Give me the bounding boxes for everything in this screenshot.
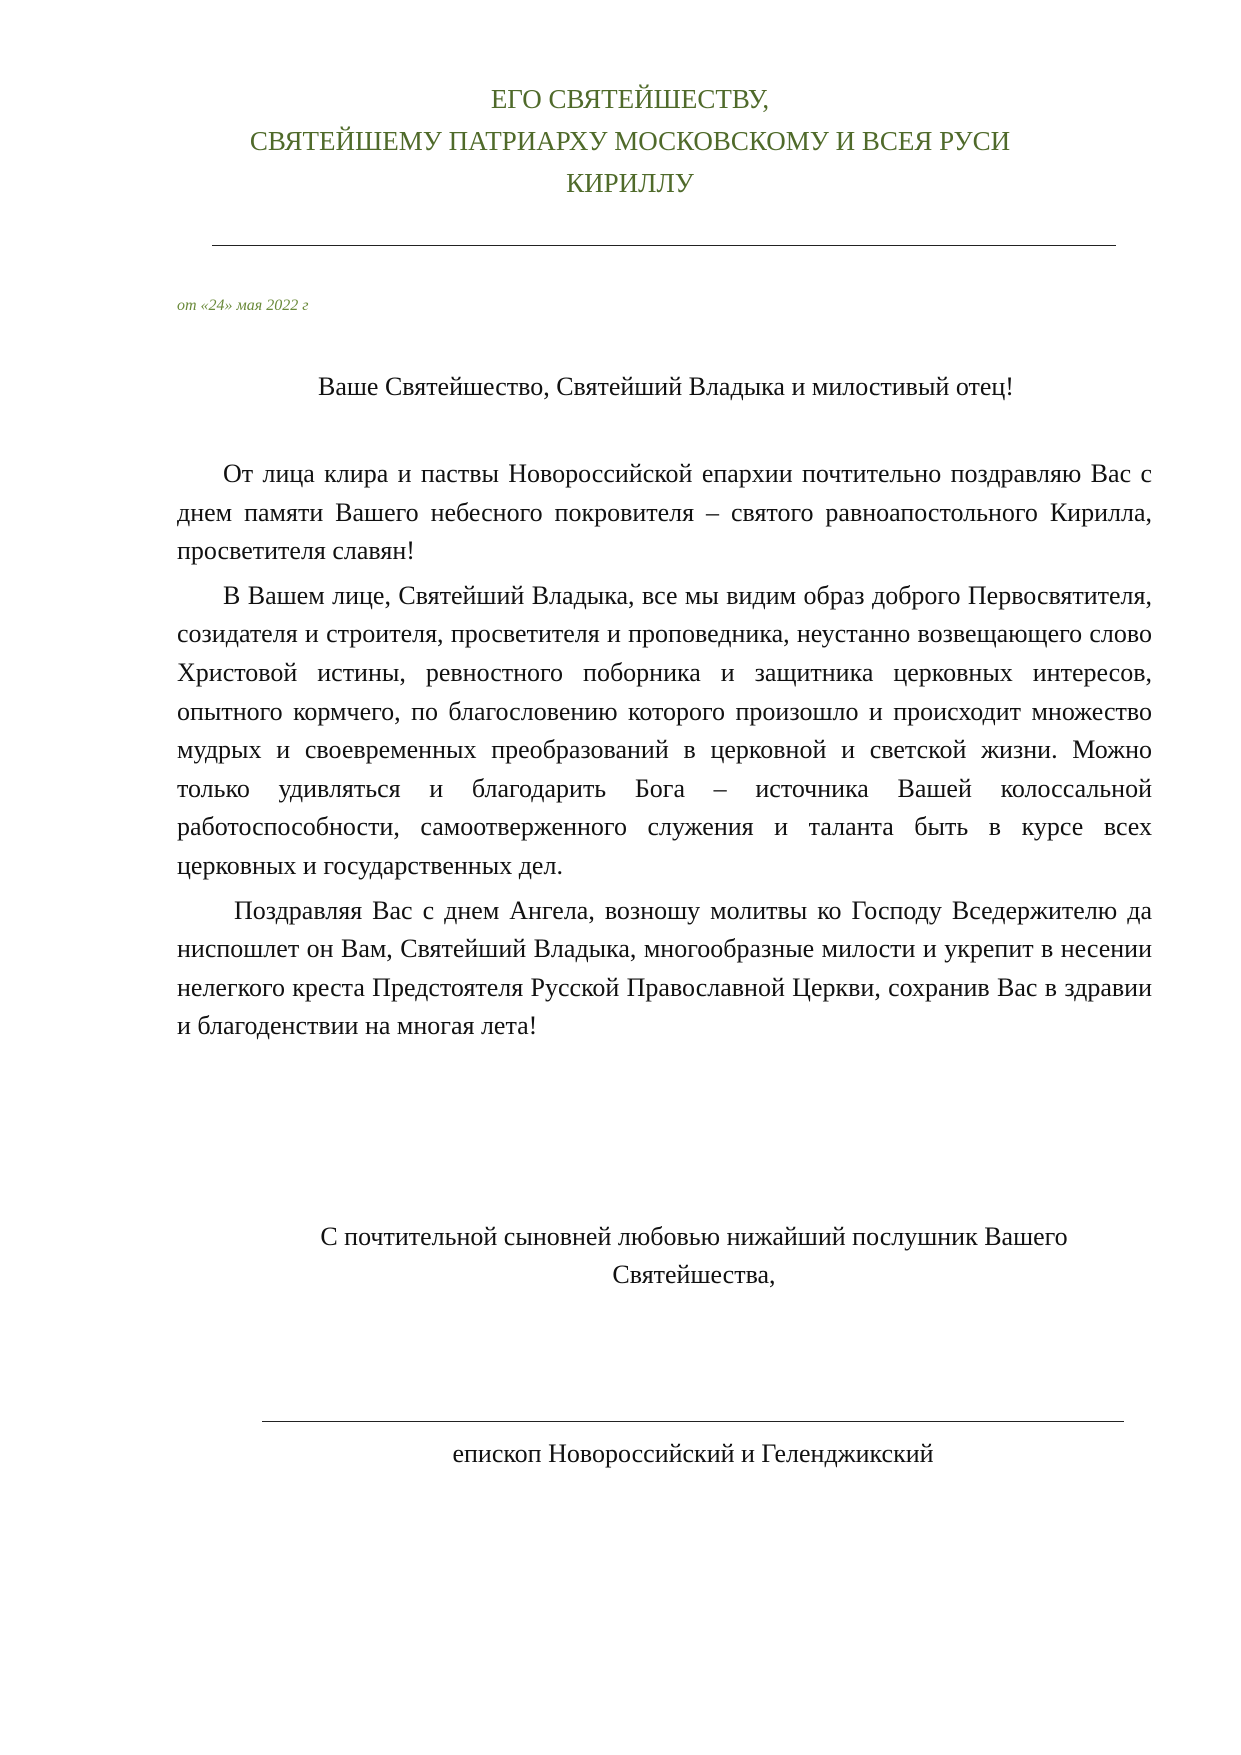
addressee-header [180, 78, 1080, 204]
header-divider [212, 245, 1116, 246]
signature-line [262, 1421, 1124, 1422]
addressee-line-2: СВЯТЕЙШЕМУ ПАТРИАРХУ МОСКОВСКОМУ И ВСЕЯ РУСИ [249, 126, 1011, 156]
body-paragraph-3: Поздравляя Вас с днем Ангела, возношу молитвы ко Господу Вседержителю да ниспошлет он Вам, Святейший Владыка, многообразные милости и укрепит в несении нелегкого креста Предстоятеля Русской Православной Церкви, сохранив Вас в здравии и благоденствии на многая лета! [177, 895, 1152, 1041]
signatory-title: епископ Новороссийский и Геленджикский [452, 1439, 934, 1468]
closing-line-1: С почтительной сыновней любовью нижайший послушник Вашего [320, 1222, 1068, 1251]
body-paragraph-1: От лица клира и паствы Новороссийской епархии почтительно поздравляю Вас с днем памяти Вашего небесного покровителя – святого равноапостольного Кирилла, просветителя славян! [177, 459, 1152, 566]
salutation: Ваше Святейшество, Святейший Владыка и милостивый отец! [318, 372, 1014, 401]
addressee-line-3: КИРИЛЛУ [566, 168, 694, 198]
closing-phrase [232, 1218, 1156, 1294]
closing-line-2: Святейшества, [612, 1260, 776, 1289]
addressee-line-1: ЕГО СВЯТЕЙШЕСТВУ, [490, 84, 770, 114]
body-paragraph-2: В Вашем лице, Святейший Владыка, все мы видим образ доброго Первосвятителя, созидателя и строителя, просветителя и проповедника, неустанно возвещающего слово Христовой истины, ревностного поборника и защитника церковных интересов, опытного кормчего, по благословению которого произошло и происходит множество мудрых и своевременных преобразований в церковной и светской жизни. Можно только удивляться и благодарить Бога – источника Вашей колоссальной работоспособности, самоотверженного служения и таланта быть в курсе всех церковных и государственных дел. [177, 580, 1152, 880]
letter-body [177, 455, 1152, 1052]
letter-date: от «24» мая 2022 г [177, 297, 309, 314]
